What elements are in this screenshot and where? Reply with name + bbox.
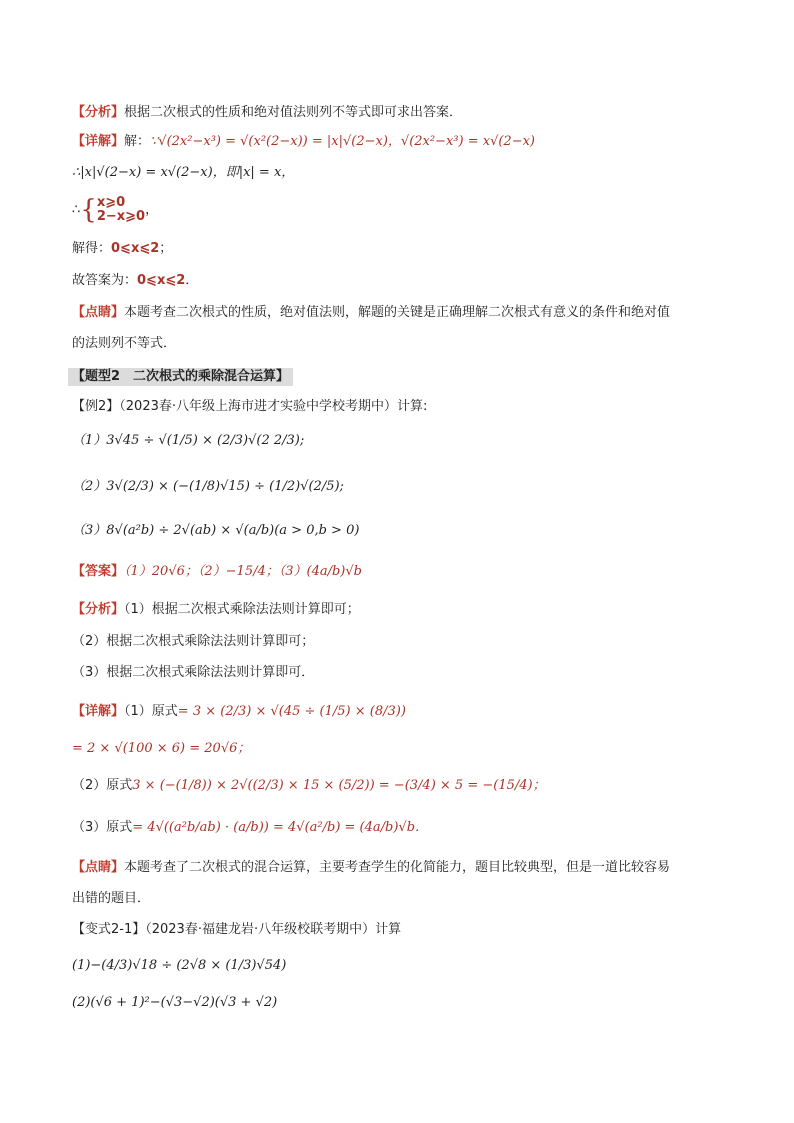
detail-intro: 解： xyxy=(124,134,151,149)
example-2-title: 【例2】（2023春·八年级上海市进才实验中学校考期中）计算: xyxy=(72,399,428,414)
cases-suffix: ， xyxy=(145,202,159,218)
solve-end: ； xyxy=(159,241,173,256)
variant-2-1-title: 【变式2-1】（2023春·福建龙岩·八年级校联考期中）计算 xyxy=(72,922,402,937)
detail-math-1: ∵√(2x²−x³) = √(x²(2−x)) = |x|√(2−x)，√(2x²−x³) = x√(2−x) xyxy=(150,134,536,149)
ex2-comment-line-1: 本题考查了二次根式的混合运算，主要考查学生的化简能力，题目比较典型，但是一道比较容易 xyxy=(124,860,671,875)
answer-end: ． xyxy=(185,273,199,288)
comment-tag: 【点睛】 xyxy=(72,305,125,320)
ex2-detail-tag: 【详解】 xyxy=(72,704,125,719)
line-ex2-detail-1 xyxy=(72,703,406,721)
detail-1-math: = 3 × (2/3) × √(45 ÷ (1/5) × (8/3)) xyxy=(177,704,406,719)
detail-tag: 【详解】 xyxy=(72,134,125,149)
line-ex2-analysis-3: （3）根据二次根式乘除法法则计算即可． xyxy=(72,665,315,680)
line-ex2-detail-2 xyxy=(72,777,546,795)
analysis-text: 根据二次根式的性质和绝对值法则列不等式即可求出答案． xyxy=(124,105,463,120)
example-2-q3: （3）8√(a²b) ÷ 2√(ab) × √(a/b)(a > 0,b > 0) xyxy=(72,523,360,538)
variant-2-1-q1: (1)−(4/3)√18 ÷ (2√8 × (1/3)√54) xyxy=(72,958,287,973)
solve-label: 解得： xyxy=(72,241,112,256)
answer-tag: 【答案】 xyxy=(72,564,125,579)
line-detail-2 xyxy=(72,164,294,182)
answer-label: 故答案为： xyxy=(72,273,138,288)
detail-1-label: （1）原式 xyxy=(124,704,178,719)
solve-value: 0⩽x⩽2 xyxy=(111,241,160,256)
section-heading: 【题型2 二次根式的乘除混合运算】 xyxy=(68,368,293,386)
line-ex2-detail-3 xyxy=(72,819,428,837)
answer-text: （1）20√6；（2）−15/4；（3）(4a/b)√b xyxy=(124,564,362,579)
comment-line-2: 的法则列不等式． xyxy=(72,336,177,351)
ex2-analysis-1: （1）根据二次根式乘除法法则计算即可； xyxy=(124,602,360,617)
ex2-analysis-tag: 【分析】 xyxy=(72,602,125,617)
line-ex2-analysis-1 xyxy=(72,601,360,619)
answer-value: 0⩽x⩽2 xyxy=(137,273,186,288)
line-answer xyxy=(72,272,198,290)
left-brace-icon: { xyxy=(80,195,97,225)
example-2-q2: （2）3√(2/3) × (−(1/8)√15) ÷ (1/2)√(2/5); xyxy=(72,479,344,494)
detail-3-label: （3）原式 xyxy=(72,820,133,835)
line-solve xyxy=(72,240,172,258)
line-comment-1 xyxy=(72,304,670,322)
line-cases xyxy=(72,196,158,225)
detail-2-math: 3 × (−(1/8)) × 2√((2/3) × 15 × (5/2)) = −(3/4) × 5 = −(15/4)； xyxy=(132,778,546,793)
line-detail-1 xyxy=(72,133,535,151)
example-2-q1: （1）3√45 ÷ √(1/5) × (2/3)√(2 2/3); xyxy=(72,433,305,448)
ex2-comment-tag: 【点睛】 xyxy=(72,860,125,875)
line-ex2-detail-1b: = 2 × √(100 × 6) = 20√6； xyxy=(72,741,251,756)
line-analysis-1 xyxy=(72,104,462,122)
line-ex2-comment-1 xyxy=(72,859,670,877)
detail-2-label: （2）原式 xyxy=(72,778,133,793)
line-ex2-analysis-2: （2）根据二次根式乘除法法则计算即可； xyxy=(72,634,315,649)
cases-prefix: ∴ xyxy=(72,202,81,218)
case-1: x⩾0 xyxy=(96,195,126,210)
detail-3-math: = 4√((a²b/ab) · (a/b)) = 4√(a²/b) = (4a/b)√b． xyxy=(132,820,429,835)
analysis-tag: 【分析】 xyxy=(72,105,125,120)
line-comment-2 xyxy=(72,335,176,353)
line-ex2-comment-2: 出错的题目． xyxy=(72,891,151,906)
case-2: 2−x⩾0 xyxy=(96,209,146,224)
comment-line-1: 本题考查二次根式的性质，绝对值法则，解题的关键是正确理解二次根式有意义的条件和绝对值 xyxy=(124,305,671,320)
detail-math-2: ∴|x|√(2−x) = x√(2−x)，即|x| = x， xyxy=(72,165,295,180)
line-ex2-answer xyxy=(72,563,362,581)
variant-2-1-q2: (2)(√6 + 1)²−(√3−√2)(√3 + √2) xyxy=(72,995,278,1010)
